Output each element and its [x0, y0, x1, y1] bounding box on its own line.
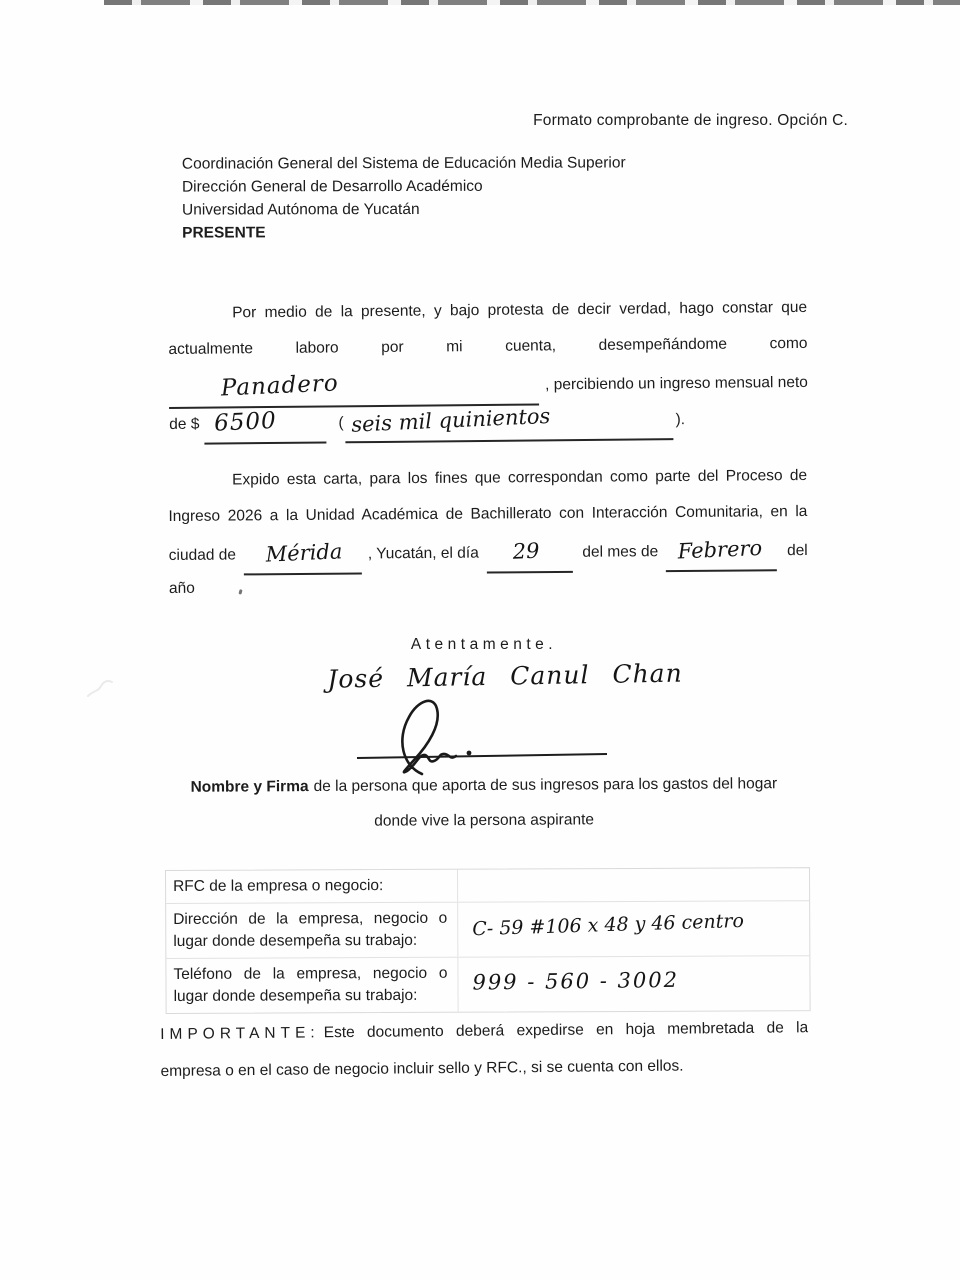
important-label: IMPORTANTE:: [160, 1024, 320, 1043]
city-prefix-text: ciudad de: [168, 546, 237, 564]
address-label: Dirección de la empresa, negocio o lugar donde desempeña su trabajo:: [166, 903, 458, 958]
statement-line-2: actualmente laboro por mi cuenta, desempeñándome como: [168, 334, 808, 358]
year-label-text: año: [168, 579, 195, 597]
year-line: [169, 566, 808, 607]
handwritten-occupation: Panadero: [220, 370, 340, 402]
recipient-line-coordination: Coordinación General del Sistema de Educación Media Superior: [181, 154, 626, 173]
recipient-line-direction: Dirección General de Desarrollo Académico: [181, 177, 483, 196]
stray-ink-dot: [238, 589, 242, 595]
caption-rest-text: de la persona que aporta de sus ingresos para los gastos del hogar: [313, 775, 778, 796]
important-line-2: empresa o en el caso de negocio incluir sello y RFC., si se cuenta con ellos.: [160, 1057, 684, 1080]
handwritten-month: Febrero: [677, 535, 764, 564]
after-city-text: , Yucatán, el día: [367, 544, 479, 563]
signature-scribble: [300, 692, 630, 776]
address-value-cell: [458, 901, 809, 957]
table-row-address: [166, 900, 809, 958]
important-text-1: Este documento deberá expedirse en hoja membretada de la: [323, 1019, 809, 1042]
close-paren-text: ).: [675, 411, 686, 429]
recipient-line-university: Universidad Autónoma de Yucatán: [182, 200, 420, 219]
open-paren-text: (: [338, 414, 344, 432]
amount-words-field: [345, 399, 673, 443]
name-signature-caption: [140, 766, 828, 840]
scan-edge-artifact: [104, 0, 960, 5]
phone-label: Teléfono de la empresa, negocio o lugar donde desempeña su trabajo:: [166, 958, 458, 1013]
handwritten-signer-name: José María Canul Chan: [327, 658, 683, 694]
signature-dot: [467, 751, 472, 756]
city-date-line: [169, 530, 808, 571]
handwritten-city: Mérida: [265, 539, 344, 567]
handwritten-phone: 999 - 560 - 3002: [472, 967, 680, 995]
recipient-block: [182, 151, 626, 244]
business-info-table: [165, 867, 811, 1014]
after-day-text: del mes de: [582, 543, 659, 561]
issuance-line-2: Ingreso 2026 a la Unidad Académica de Bachillerato con Interacción Comunitaria, en la: [168, 502, 808, 525]
handwritten-day: 29: [512, 538, 541, 564]
income-statement-paragraph: [168, 290, 808, 440]
table-row-phone: [166, 955, 809, 1013]
amount-field: [204, 402, 326, 444]
issuance-paragraph: [168, 458, 808, 607]
important-line-1: [160, 1009, 808, 1053]
handwritten-amount-words: seis mil quinientos: [351, 403, 552, 437]
caption-bold-text: Nombre y Firma: [190, 778, 309, 796]
recipient-present: PRESENTE: [182, 224, 266, 242]
amount-prefix-text: de $: [169, 415, 200, 433]
table-row-rfc: [166, 868, 809, 903]
rfc-label: RFC de la empresa o negocio:: [166, 870, 458, 903]
form-title: Formato comprobante de ingreso. Opción C.: [533, 112, 848, 129]
handwritten-address: C- 59 #106 x 48 y 46 centro: [471, 909, 745, 941]
after-month-text: del: [786, 541, 808, 560]
caption-line-1: [140, 766, 828, 805]
closing-salutation: Atentamente.: [410, 636, 558, 653]
phone-value-cell: [458, 956, 809, 1012]
important-note: [160, 1009, 809, 1090]
amount-line: [169, 398, 808, 440]
statement-line-1: Por medio de la presente, y bajo protesta de decir verdad, hago constar que: [232, 298, 808, 322]
handwritten-amount: 6500: [213, 407, 278, 437]
after-occupation-text: , percibiendo un ingreso mensual neto: [544, 373, 808, 394]
caption-line-2: donde vive la persona aspirante: [374, 811, 595, 830]
issuance-line-1: Expido esta carta, para los fines que correspondan como parte del Proceso de: [232, 466, 808, 489]
rfc-value-cell: [458, 868, 809, 902]
pencil-mark-artifact: [84, 672, 124, 702]
occupation-line: [169, 362, 808, 404]
